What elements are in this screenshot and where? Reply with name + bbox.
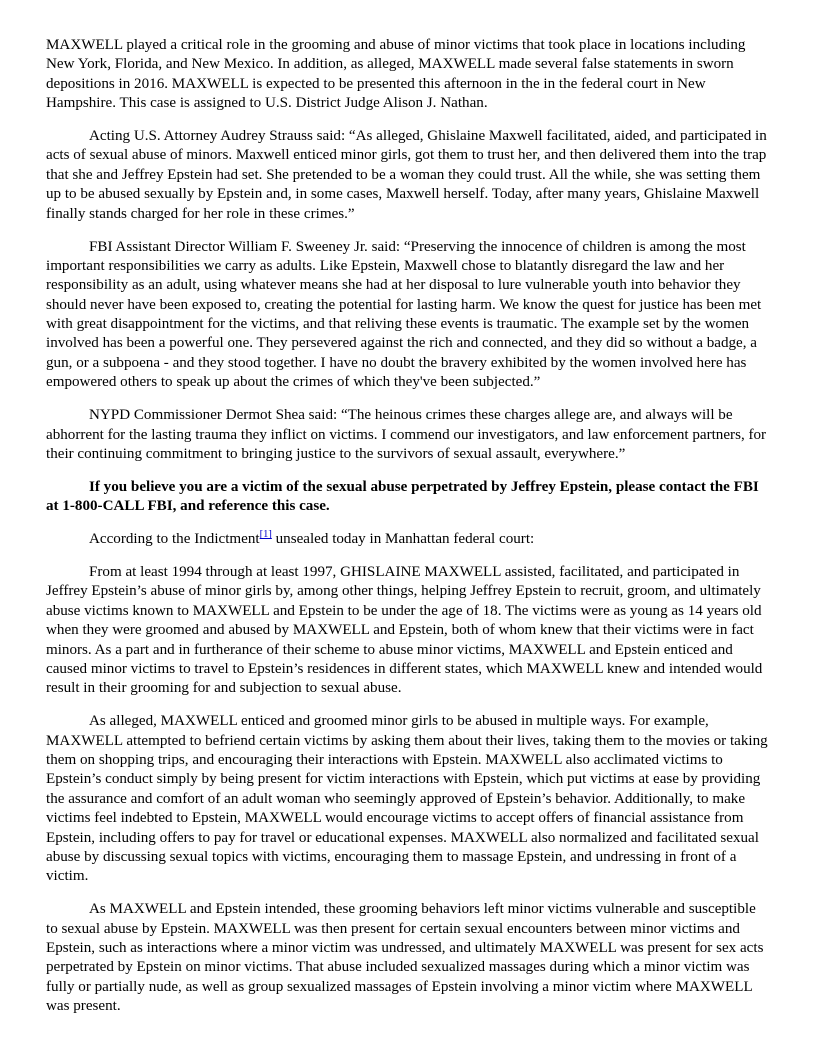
indictment-intro-paragraph bbox=[46, 530, 768, 549]
document-body bbox=[46, 36, 768, 1017]
paragraph-7: From at least 1994 through at least 1997, GHISLAINE MAXWELL assisted, facilitated, and participated in Jeffrey Epstein’s abuse of minor girls by, among other things, helping Jeffrey Epstein to recruit, groom, and ultimately abuse victims known to MAXWELL and Epstein to be under the age of 18. The victims were as young as 14 years old when they were groomed and abused by MAXWELL and Epstein, both of whom knew that their victims were in fact minors. As a part and in furtherance of their scheme to abuse minor victims, MAXWELL and Epstein enticed and caused minor victims to travel to Epstein’s residences in different states, which MAXWELL knew and intended would result in their grooming for and subjection to sexual abuse. bbox=[46, 563, 763, 697]
footnote-link-1[interactable]: [1] bbox=[259, 529, 272, 541]
victim-hotline-notice: If you believe you are a victim of the sexual abuse perpetrated by Jeffrey Epstein, please contact the FBI at 1-800-CALL FBI, and reference this case. bbox=[46, 478, 759, 515]
paragraph-4: NYPD Commissioner Dermot Shea said: “The heinous crimes these charges allege are, and always will be abhorrent for the lasting trauma they inflict on victims. I commend our investigators, and law enforcement partners, for their continuing commitment to bringing justice to the survivors of sexual assault, everywhere.” bbox=[46, 407, 767, 462]
paragraph-9: As MAXWELL and Epstein intended, these grooming behaviors left minor victims vulnerable and susceptible to sexual abuse by Epstein. MAXWELL was then present for certain sexual encounters between minor victims and Epstein, such as interactions where a minor victim was undressed, and ultimately MAXWELL was present for sex acts perpetrated by Epstein on minor victims. That abuse included sexualized massages during which a minor victim was fully or partially nude, as well as group sexualized massages of Epstein involving a minor victim where MAXWELL was present. bbox=[46, 901, 764, 1015]
paragraph-3: FBI Assistant Director William F. Sweeney Jr. said: “Preserving the innocence of children is among the most important responsibilities we carry as adults. Like Epstein, Maxwell chose to blatantly disregard the law and her responsibility as an adult, using whatever means she had at her disposal to lure vulnerable youth into behavior they should never have been exposed to, creating the potential for lasting harm. We know the quest for justice has been met with great disappointment for the victims, and that reliving these events is traumatic. The example set by the women involved has been a powerful one. They persevered against the rich and connected, and they did so without a badge, a gun, or a subpoena - and they stood together. I have no doubt the bravery exhibited by the women involved here has empowered others to speak up about the crimes of which they've been subjected.” bbox=[46, 238, 762, 391]
paragraph-2: Acting U.S. Attorney Audrey Strauss said: “As alleged, Ghislaine Maxwell facilitated, aided, and participated in acts of sexual abuse of minors. Maxwell enticed minor girls, got them to trust her, and then delivered them into the trap that she and Jeffrey Epstein had set. She pretended to be a woman they could trust. All the while, she was setting them up to be abused sexually by Epstein and, in some cases, Maxwell herself. Today, after many years, Ghislaine Maxwell finally stands charged for her role in these crimes.” bbox=[46, 128, 767, 222]
paragraph-1: MAXWELL played a critical role in the grooming and abuse of minor victims that took place in locations including New York, Florida, and New Mexico. In addition, as alleged, MAXWELL made several false statements in sworn depositions in 2016. MAXWELL is expected to be presented this afternoon in the in the federal court in New Hampshire. This case is assigned to U.S. District Judge Alison J. Nathan. bbox=[46, 37, 746, 112]
footnote-reference-1[interactable] bbox=[260, 529, 272, 540]
indictment-intro-trail: unsealed today in Manhattan federal court: bbox=[271, 531, 535, 548]
indictment-intro-lead: According to the Indictment bbox=[89, 531, 260, 548]
paragraph-8: As alleged, MAXWELL enticed and groomed minor girls to be abused in multiple ways. For example, MAXWELL attempted to befriend certain victims by asking them about their lives, taking them to the movies or taking them on shopping trips, and encouraging their interactions with Epstein. MAXWELL also acclimated victims to Epstein’s conduct simply by being present for victim interactions with Epstein, which put victims at ease by providing the assurance and comfort of an adult woman who seemingly approved of Epstein’s behavior. Additionally, to make victims feel indebted to Epstein, MAXWELL would encourage victims to accept offers of financial assistance from Epstein, including offers to pay for travel or educational expenses. MAXWELL also normalized and facilitated sexual abuse by discussing sexual topics with victims, encouraging them to massage Epstein, and undressing in front of a victim. bbox=[46, 713, 768, 885]
